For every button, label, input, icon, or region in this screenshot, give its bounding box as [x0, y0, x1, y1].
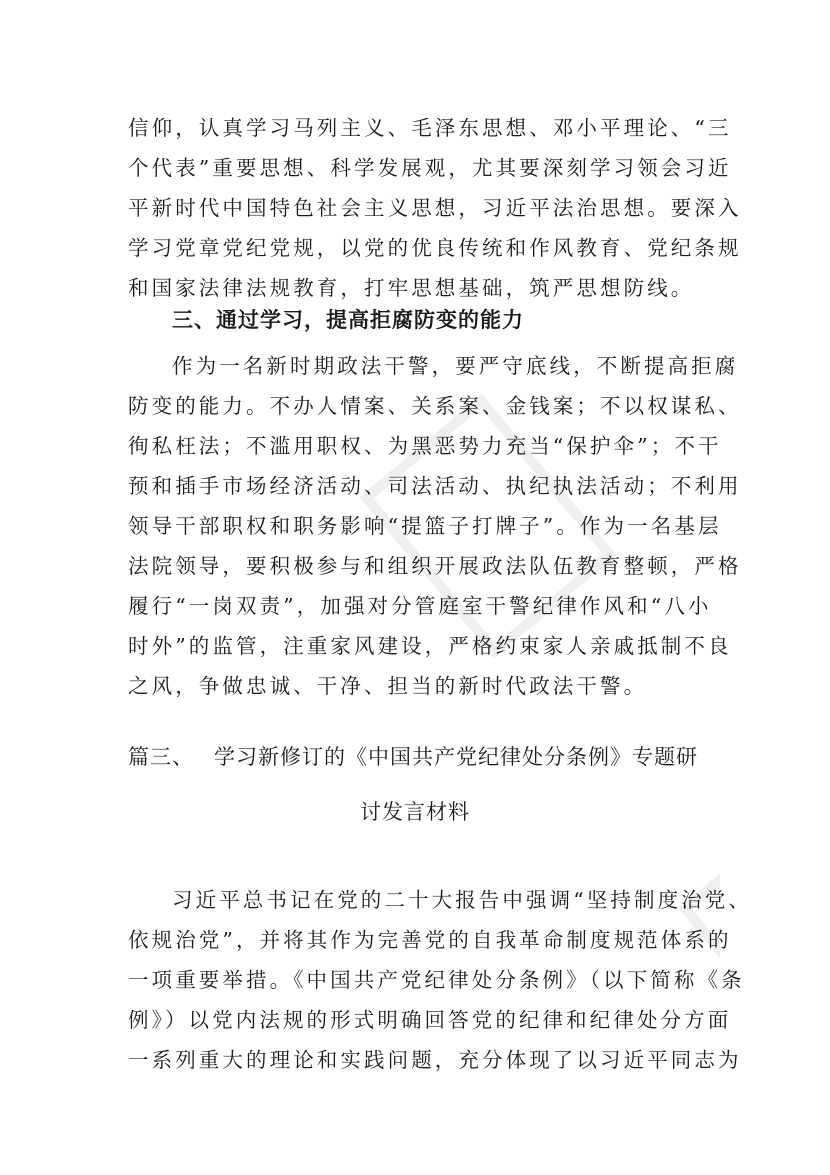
text-line: 例》）以党内法规的形式明确回答党的纪律和纪律处分方面	[128, 1008, 732, 1032]
article-title-line-2: 讨发言材料	[360, 800, 470, 824]
article-title-line-1: 学习新修订的《中国共产党纪律处分条例》专题研	[214, 745, 698, 769]
text-line: 徇私枉法；不滥用职权、为黑恶势力充当“保护伞”；不干	[128, 434, 722, 458]
text-line: 预和插手市场经济活动、司法活动、执纪执法活动；不利用	[128, 474, 742, 498]
text-line: 之风，争做忠诚、干净、担当的新时代政法干警。	[128, 674, 648, 698]
text-line: 一系列重大的理论和实践问题，充分体现了以习近平同志为	[128, 1048, 742, 1072]
text-line: 时外”的监管，注重家风建设，严格约束家人亲戚抵制不良	[128, 634, 732, 658]
section-heading: 三、通过学习，提高拒腐防变的能力	[172, 308, 524, 332]
text-line: 个代表”重要思想、科学发展观，尤其要深刻学习领会习近	[128, 156, 732, 180]
text-line: 作为一名新时期政法干警，要严守底线，不断提高拒腐	[172, 354, 739, 378]
text-line: 履行“一岗双责”，加强对分管庭室干警纪律作风和“八小	[128, 594, 712, 618]
text-line: 信仰，认真学习马列主义、毛泽东思想、邓小平理论、“三	[128, 116, 732, 140]
article-label: 篇三、	[128, 745, 194, 769]
text-line: 平新时代中国特色社会主义思想，习近平法治思想。要深入	[128, 196, 742, 220]
text-line: 法院领导，要积极参与和组织开展政法队伍教育整顿，严格	[128, 554, 742, 578]
text-line: 领导干部职权和职务影响“提篮子打牌子”。作为一名基层	[128, 514, 722, 538]
text-line: 防变的能力。不办人情案、关系案、金钱案；不以权谋私、	[128, 394, 742, 418]
text-line: 学习党章党纪党规，以党的优良传统和作风教育、党纪条规	[128, 236, 742, 260]
text-line: 一项重要举措。《中国共产党纪律处分条例》（以下简称《条	[128, 968, 745, 992]
text-line: 和国家法律法规教育，打牢思想基础，筑严思想防线。	[128, 276, 695, 300]
text-line: 依规治党”，并将其作为完善党的自我革命制度规范体系的	[128, 928, 732, 952]
text-line: 习近平总书记在党的二十大报告中强调“坚持制度治党、	[172, 888, 752, 912]
